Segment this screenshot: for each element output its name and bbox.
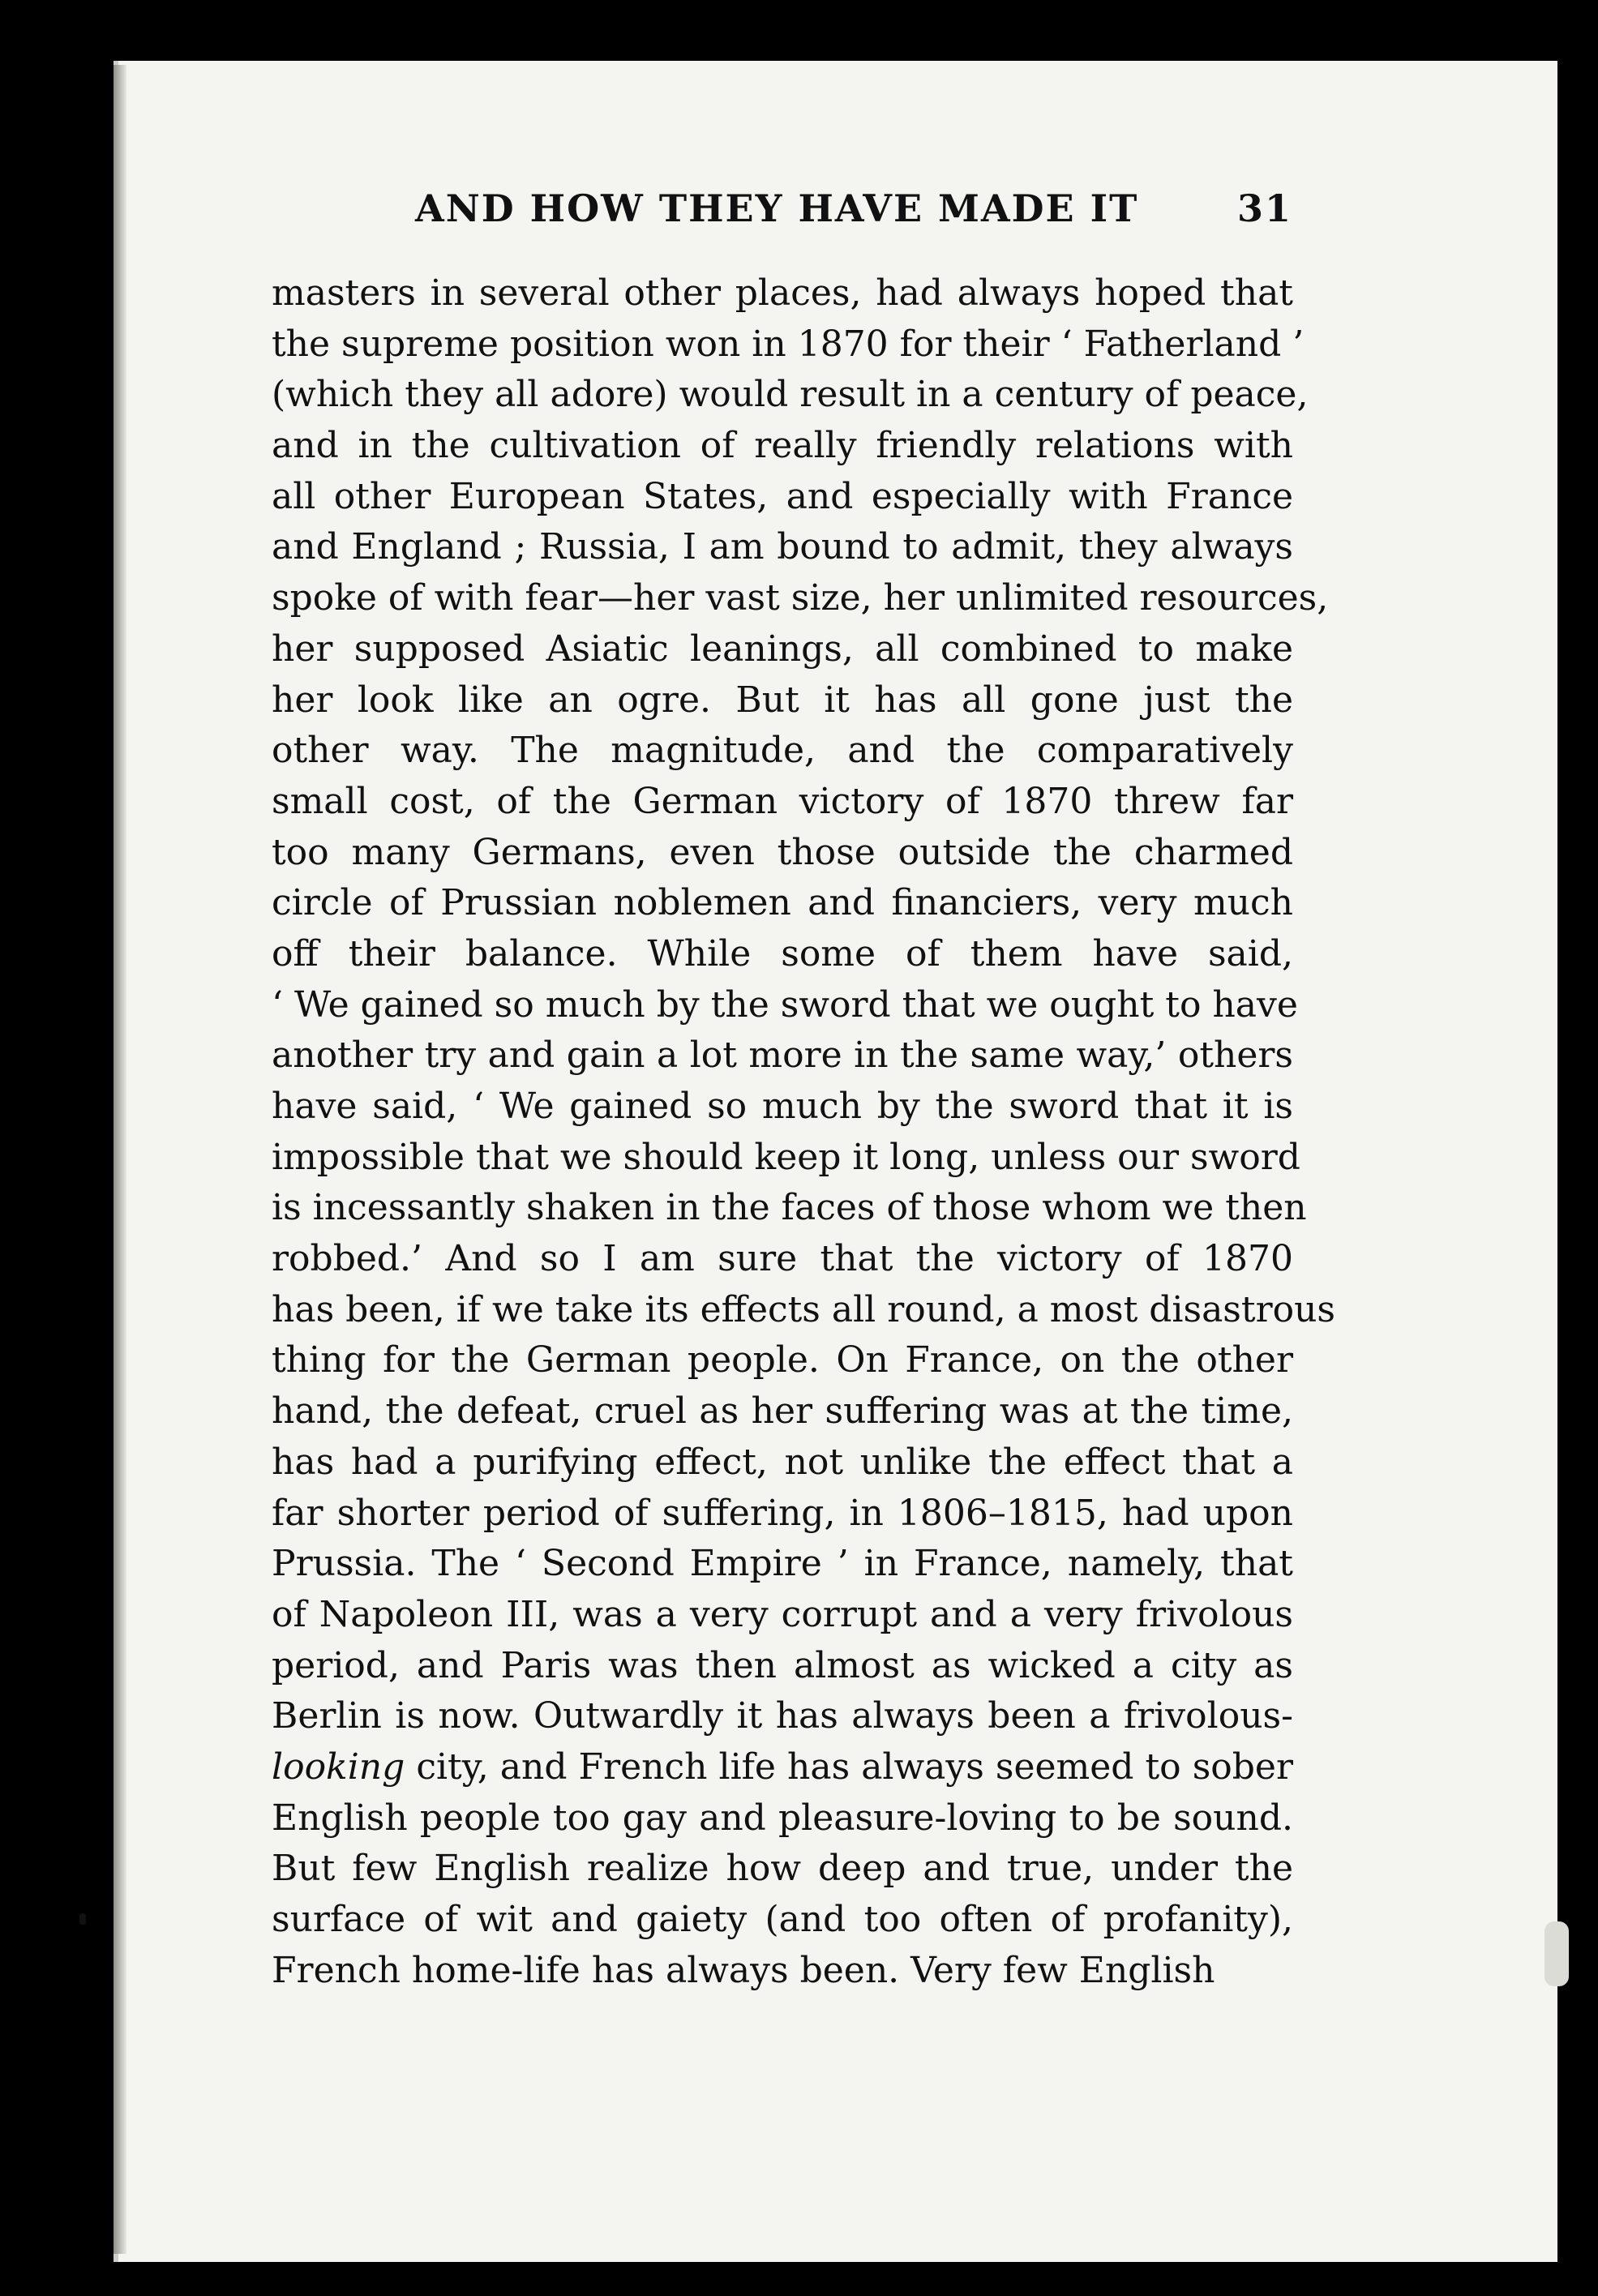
text-line-rest: city, and French life has always seemed to sober <box>416 1746 1293 1788</box>
scan-speck <box>79 1913 86 1925</box>
text-line: small cost, of the German victory of 1870 threw far <box>272 780 1293 822</box>
text-line: too many Germans, even those outside the charmed <box>272 831 1293 873</box>
text-line: (which they all adore) would result in a century of peace, <box>272 374 1309 416</box>
text-line: masters in several other places, had always hoped that <box>272 272 1293 314</box>
page-number: 31 <box>1236 186 1292 230</box>
running-head-title: AND HOW THEY HAVE MADE IT <box>415 186 1139 230</box>
text-line: other way. The magnitude, and the comparatively <box>272 730 1293 772</box>
text-line: all other European States, and especially with France <box>272 475 1293 517</box>
text-line: circle of Prussian noblemen and financiers, very much <box>272 882 1293 924</box>
text-line: have said, ‘ We gained so much by the sword that it is <box>272 1086 1293 1127</box>
scan-speck <box>1550 1184 1555 1202</box>
text-line: robbed.’ And so I am sure that the victory of 1870 <box>272 1238 1293 1280</box>
running-head <box>415 186 1292 243</box>
text-line: her look like an ogre. But it has all gone just the <box>272 679 1293 721</box>
text-line: and in the cultivation of really friendly relations with <box>272 425 1293 467</box>
body-text <box>272 268 1336 1996</box>
text-line: Berlin is now. Outwardly it has always been a frivolous- <box>272 1695 1293 1737</box>
text-line: her supposed Asiatic leanings, all combined to make <box>272 628 1293 670</box>
text-line: Prussia. The ‘ Second Empire ’ in France, namely, that <box>272 1543 1293 1585</box>
text-line: and England ; Russia, I am bound to admit, they always <box>272 526 1293 568</box>
text-line: another try and gain a lot more in the same way,’ others <box>272 1034 1293 1077</box>
text-line: hand, the defeat, cruel as her suffering was at the time, <box>272 1390 1293 1433</box>
text-line: thing for the German people. On France, on the other <box>272 1339 1293 1381</box>
text-line: is incessantly shaken in the faces of those whom we then <box>272 1187 1307 1229</box>
text-line: has had a purifying effect, not unlike the effect that a <box>272 1441 1293 1483</box>
text-line: has been, if we take its effects all round, a most disastrous <box>272 1288 1336 1330</box>
text-line: impossible that we should keep it long, unless our sword <box>272 1136 1300 1178</box>
text-line: off their balance. While some of them have said, <box>272 932 1293 975</box>
text-line: ‘ We gained so much by the sword that we ought to have <box>272 983 1298 1026</box>
text-line: of Napoleon III, was a very corrupt and a very frivolous <box>272 1593 1293 1635</box>
text-line: far shorter period of suffering, in 1806–1815, had upon <box>272 1492 1293 1534</box>
italic-word: looking <box>272 1746 405 1788</box>
text-line: English people too gay and pleasure-loving to be sound. <box>272 1797 1293 1839</box>
text-line: period, and Paris was then almost as wicked a city as <box>272 1644 1293 1686</box>
text-line: French home-life has always been. Very few English <box>272 1949 1215 1991</box>
text-line: spoke of with fear—her vast size, her unlimited resources, <box>272 577 1329 619</box>
text-line-with-italic <box>272 1742 1293 1793</box>
page-gutter <box>114 65 126 2254</box>
text-line: the supreme position won in 1870 for their ‘ Fatherland ’ <box>272 323 1305 365</box>
text-line: surface of wit and gaiety (and too often of profanity), <box>272 1899 1293 1940</box>
text-line: But few English realize how deep and true, under the <box>272 1848 1293 1890</box>
scan-speck <box>1544 1921 1569 1986</box>
